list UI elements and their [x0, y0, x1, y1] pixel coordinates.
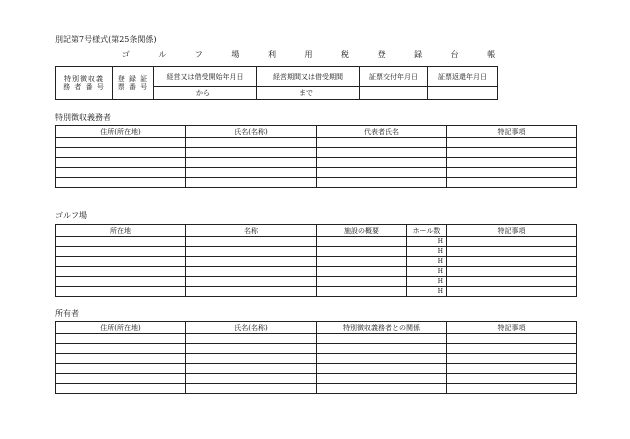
owner-name-header: 氏名(名称)	[186, 322, 317, 334]
certificate-number-header-line1: 登 録 証	[117, 75, 149, 83]
registration-header-table	[55, 66, 498, 100]
table-row	[56, 277, 577, 287]
period-cell: まで	[257, 87, 360, 100]
table-row	[56, 267, 577, 277]
collector-table	[55, 125, 577, 188]
table-row	[56, 247, 577, 257]
table-row	[56, 384, 577, 394]
golf-holes-header: ホール数	[407, 225, 447, 237]
collector-notes-header: 特記事項	[447, 126, 577, 138]
golf-location-header: 所在地	[56, 225, 186, 237]
collector-number-header-line1: 特別徴収義	[64, 75, 104, 83]
owner-relationship-header: 特別徴収義務者との関係	[317, 322, 447, 334]
collector-address-header: 住所(所在地)	[56, 126, 186, 138]
collector-number-header-line2: 務 者 番 号	[63, 83, 105, 91]
hole-unit: H	[407, 277, 447, 287]
golf-course-section-label: ゴルフ場	[55, 211, 87, 220]
start-date-cell: から	[154, 87, 257, 100]
hole-unit: H	[407, 257, 447, 267]
return-date-cell	[428, 87, 498, 100]
hole-unit: H	[407, 247, 447, 257]
collector-name-header: 氏名(名称)	[186, 126, 317, 138]
period-header: 経営期間又は借受期間	[257, 67, 360, 87]
hole-unit: H	[407, 237, 447, 247]
table-row	[56, 178, 577, 188]
collector-representative-header: 代表者氏名	[317, 126, 447, 138]
owner-table	[55, 321, 577, 394]
return-date-header: 証票返還年月日	[428, 67, 498, 87]
table-row	[56, 334, 577, 344]
table-row	[56, 344, 577, 354]
owner-notes-header: 特記事項	[447, 322, 577, 334]
hole-unit: H	[407, 267, 447, 277]
table-row	[56, 158, 577, 168]
certificate-number-header-line2: 票 番 号	[117, 83, 149, 91]
issue-date-header: 証票交付年月日	[360, 67, 428, 87]
issue-date-cell	[360, 87, 428, 100]
collector-number-header	[56, 67, 113, 100]
document-title: ゴ ル フ 場 利 用 税 登 録 台 帳	[121, 50, 509, 59]
table-row	[56, 237, 577, 247]
hole-unit: H	[407, 287, 447, 297]
start-date-header: 経営又は借受開始年月日	[154, 67, 257, 87]
collector-section-label: 特別徴収義務者	[55, 113, 111, 122]
table-row	[56, 168, 577, 178]
table-row	[56, 138, 577, 148]
table-row	[56, 257, 577, 267]
golf-name-header: 名称	[186, 225, 317, 237]
golf-course-table	[55, 224, 577, 297]
table-row	[56, 354, 577, 364]
owner-address-header: 住所(所在地)	[56, 322, 186, 334]
table-row	[56, 364, 577, 374]
table-row	[56, 374, 577, 384]
owner-section-label: 所有者	[55, 309, 79, 318]
golf-facility-header: 施設の概要	[317, 225, 407, 237]
golf-notes-header: 特記事項	[447, 225, 577, 237]
certificate-number-header	[113, 67, 154, 100]
table-row	[56, 287, 577, 297]
form-caption: 別記第7号様式(第25条関係)	[55, 35, 157, 44]
table-row	[56, 148, 577, 158]
